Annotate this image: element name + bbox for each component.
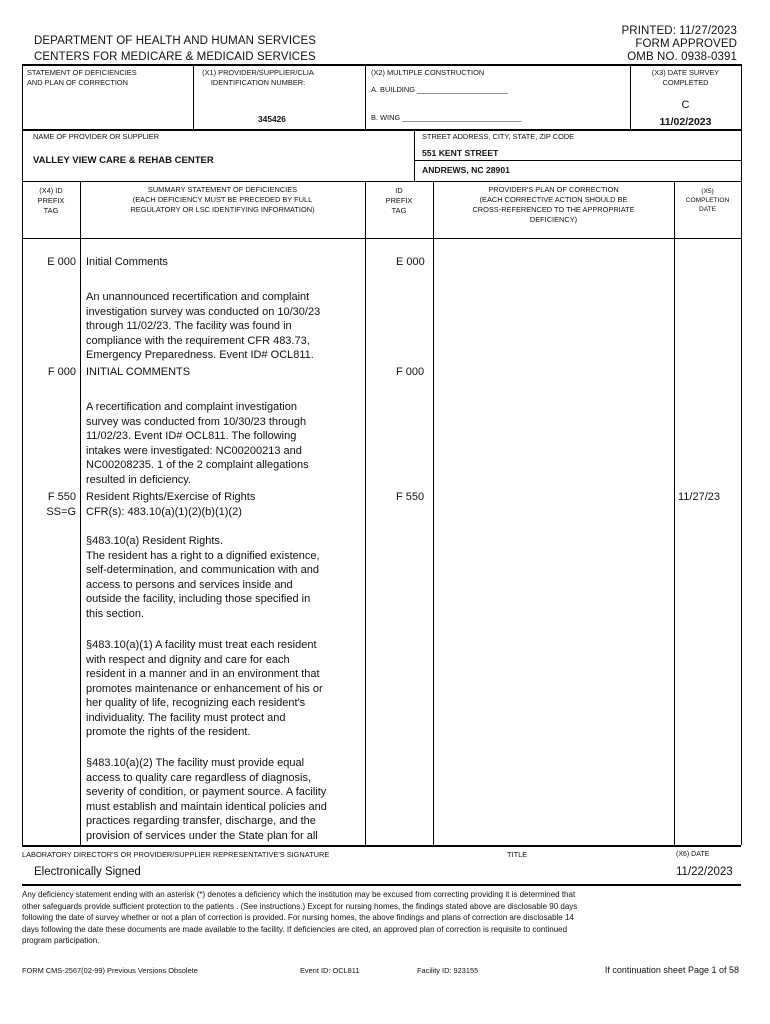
provider-number: 345426	[258, 114, 286, 124]
form-approved: FORM APPROVED	[635, 38, 737, 50]
survey-code: C	[681, 99, 690, 111]
entry-initial-comments: Initial Comments	[86, 256, 168, 268]
x5-header: (X5) COMPLETION DATE	[685, 188, 730, 213]
date-label: (X6) DATE	[676, 851, 710, 858]
signature-date: 11/22/2023	[676, 866, 733, 878]
signature-value: Electronically Signed	[34, 866, 141, 878]
tag-f000: F 000	[47, 366, 76, 378]
printed-date: PRINTED: 11/27/2023	[621, 25, 737, 37]
id-header: ID PREFIX TAG	[385, 186, 413, 215]
omb-number: OMB NO. 0938-0391	[627, 51, 737, 63]
street-address: 551 KENT STREET	[422, 148, 499, 158]
event-id: Event ID: OCL811	[300, 966, 360, 975]
id-f000: F 000	[396, 366, 425, 378]
x3-label: (X3) DATE SURVEY COMPLETED	[651, 68, 720, 87]
building-field: A. BUILDING ______________________	[371, 85, 508, 94]
entry-483-10a1: §483.10(a)(1) A facility must treat each resident with respect and dignity and care for each resident in a manner and in an environment that promotes maintenance or enhancement of his or her quality of life, recognizing each resident's individuality. The facility must protect and promote the rights of the resident.	[86, 639, 323, 738]
summary-header: SUMMARY STATEMENT OF DEFICIENCIES (EACH DEFICIENCY MUST BE PRECEDED BY FULL REGULATORY OR LSC IDENTIFYING INFORMATION)	[130, 185, 315, 214]
x1-label: (X1) PROVIDER/SUPPLIER/CLIA IDENTIFICATION NUMBER:	[202, 68, 314, 87]
address-label: STREET ADDRESS, CITY, STATE, ZIP CODE	[422, 132, 575, 141]
tag-e000: E 000	[47, 256, 76, 268]
plan-header: PROVIDER'S PLAN OF CORRECTION (EACH CORRECTIVE ACTION SHOULD BE CROSS-REFERENCED TO THE APPROPRIATE DEFICIENCY)	[472, 185, 635, 224]
entry-recert-text: A recertification and complaint investigation survey was conducted from 10/30/23 through 11/02/23. Event ID# OCL811. The following intakes were investigated: NC00200213 and NC00208235. 1 of the 2 complaint allegations resulted in deficiency.	[86, 401, 309, 486]
entry-483-10a: §483.10(a) Resident Rights. The resident has a right to a dignified existence, self-determination, and communication with and access to persons and services inside and outside the facility, including those specified in this section.	[86, 535, 320, 620]
signature-label: LABORATORY DIRECTOR'S OR PROVIDER/SUPPLIER REPRESENTATIVE'S SIGNATURE	[22, 850, 330, 859]
id-e000: E 000	[396, 256, 425, 268]
completion-date-f550: 11/27/23	[678, 491, 721, 503]
department-title: DEPARTMENT OF HEALTH AND HUMAN SERVICES	[34, 35, 317, 47]
id-f550: F 550	[396, 491, 425, 503]
tag-f550: F 550 SS=G	[46, 491, 76, 518]
form-number: FORM CMS-2567(02-99) Previous Versions Obsolete	[22, 966, 198, 975]
entry-483-10a2: §483.10(a)(2) The facility must provide equal access to quality care regardless of diagnosis, severity of condition, or payment source. A facility must establish and maintain identical policies and practices regarding transfer, discharge, and the provision of services under the State plan for all	[86, 757, 327, 842]
provider-name: VALLEY VIEW CARE & REHAB CENTER	[33, 155, 214, 166]
wing-field: B. WING _____________________________	[371, 113, 522, 122]
title-label: TITLE	[507, 850, 528, 859]
statement-label: STATEMENT OF DEFICIENCIES AND PLAN OF CORRECTION	[27, 68, 137, 87]
agency-title: CENTERS FOR MEDICARE & MEDICAID SERVICES	[34, 51, 316, 63]
entry-ep-survey-text: An unannounced recertification and complaint investigation survey was conducted on 10/30/23 through 11/02/23. The facility was found in compliance with the requirement CFR 483.73, Emergency Preparedness. Event ID# OCL811.	[86, 291, 321, 361]
facility-id: Facility ID: 923155	[417, 966, 479, 975]
provider-name-label: NAME OF PROVIDER OR SUPPLIER	[33, 132, 160, 141]
disclaimer-text: Any deficiency statement ending with an asterisk (*) denotes a deficiency which the institution may be excused from correcting providing it is determined that other safeguards provide sufficient protection to the patients . (See instructions.) Except for nursing homes, the findings stated above are disclosable 90 days following the date of survey whether or not a plan of correction is provided. For nursing homes, the above findings and plans of correction are disclosable 14 days following the date these documents are made available to the facility. If deficiencies are cited, an approved plan of correction is requisite to continued program participation.	[22, 890, 578, 945]
x2-label: (X2) MULTIPLE CONSTRUCTION	[371, 68, 485, 77]
page-number: If continuation sheet Page 1 of 58	[604, 965, 739, 975]
entry-resident-rights: Resident Rights/Exercise of Rights CFR(s): 483.10(a)(1)(2)(b)(1)(2)	[86, 491, 256, 518]
city-state-zip: ANDREWS, NC 28901	[422, 165, 510, 175]
entry-initial-comments-f: INITIAL COMMENTS	[86, 366, 191, 378]
survey-date: 11/02/2023	[659, 116, 712, 128]
x4-header: (X4) ID PREFIX TAG	[37, 186, 65, 215]
